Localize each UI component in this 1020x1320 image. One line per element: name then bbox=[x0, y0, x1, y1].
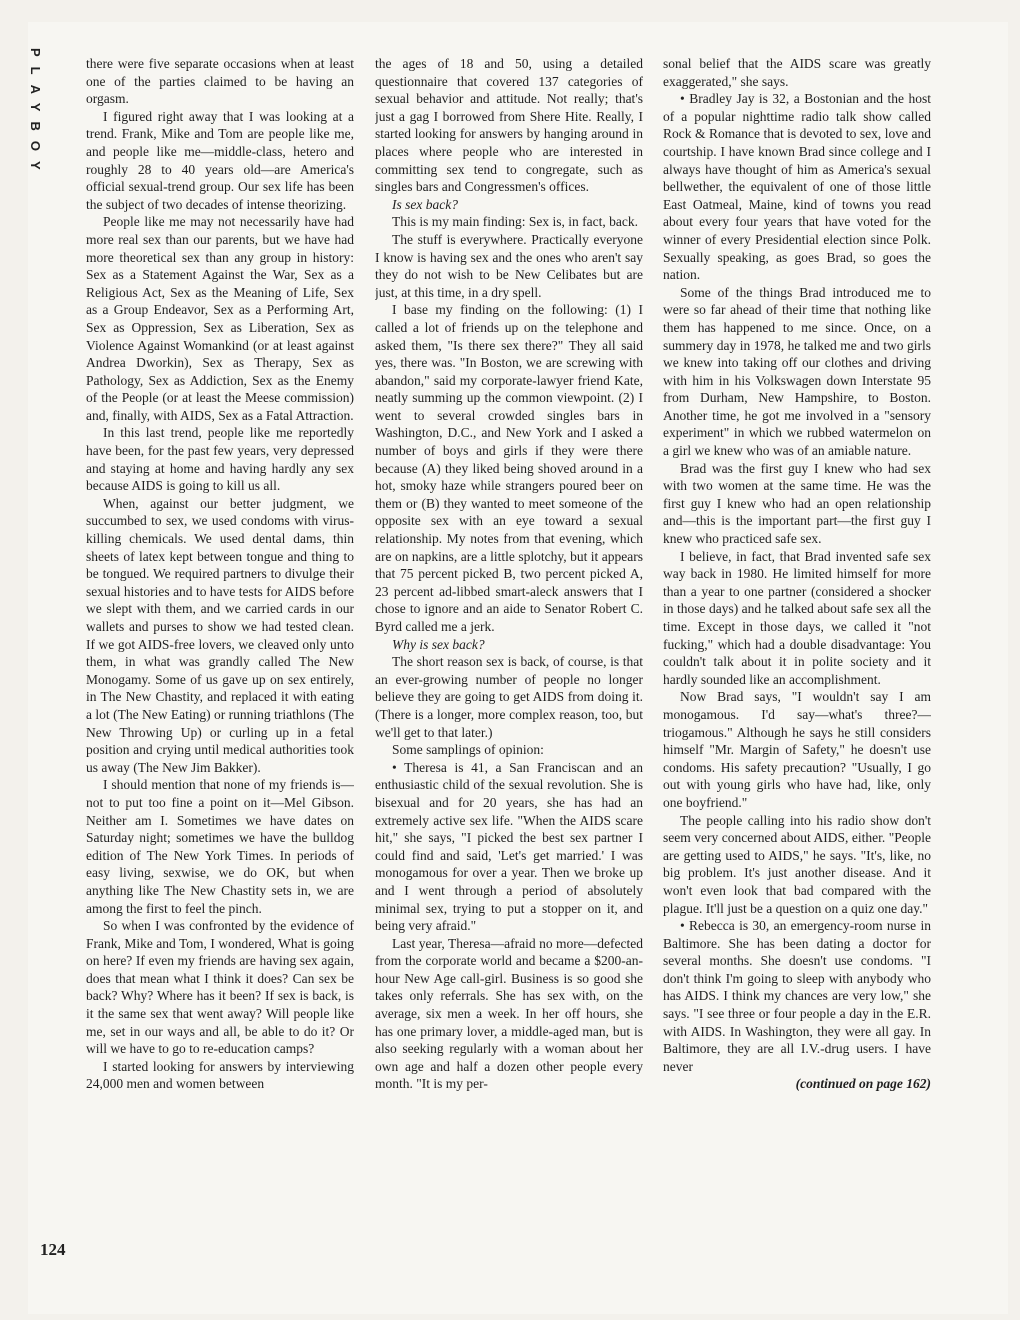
paragraph: People like me may not necessarily have had more real sex than our parents, but we have had more theoretical sex than any group in history: Sex as a Statement Against the War, Sex as a Religious Act, Sex as the Meaning of Life, Sex as a Group Endeavor, Sex as a Performing Art, Sex as Oppression, Sex as Liberation, Sex as Violence Against Womankind (or at least against Andrea Dworkin), Sex as Therapy, Sex as Pathology, Sex as Addiction, Sex as the Enemy of the People (or at least the Meese commission) and, finally, with AIDS, Sex as a Fatal Attraction. bbox=[86, 214, 354, 423]
paragraph: The stuff is everywhere. Practically everyone I know is having sex and the ones who aren't say they do not wish to be New Celibates but are just, at this time, in a dry spell. bbox=[375, 231, 643, 300]
paragraph: I base my finding on the following: (1) I called a lot of friends up on the telephone and asked them, "Is there sex there?" They all said yes, there was. "In Boston, we are screwing with abandon," said my corporate-lawyer friend Kate, neatly summing up the common viewpoint. (2) I went to several crowded singles bars in Washington, D.C., and New York and I asked a number of boys and girls if they were there because (A) they liked being shoved around in a hot, smoky haze while strangers poured beer on them or (B) they wanted to meet someone of the opposite sex with an eye toward a sexual relationship. My notes from that evening, which are on napkins, are a little splotchy, but it appears that 75 percent picked B, two percent picked A, 23 percent ad-libbed smart-aleck answers that I chose to ignore and an aide to Senator Robert C. Byrd called me a jerk. bbox=[375, 302, 643, 634]
paragraph: The short reason sex is back, of course, is that an ever-growing number of people no longer believe they are going to get AIDS from doing it. (There is a longer, more complex reason, too, but we'll get to that later.) bbox=[375, 654, 643, 740]
text-column-2 bbox=[375, 55, 643, 1260]
paragraph: Some of the things Brad introduced me to were so far ahead of their time that nothing like them has happened to me since. Once, on a summery day in 1978, he talked me and two girls we knew into taking off our clothes and driving with him in his Volkswagen down Interstate 95 from Durham, New Hampshire, to Boston. Another time, he got me involved in a "sensory experiment" in which we rubbed watermelon on a girl we knew who was of an amiable nature. bbox=[663, 284, 931, 459]
paragraph: In this last trend, people like me reportedly have been, for the past few years, very depressed and staying at home and having hardly any sex because AIDS is going to kill us all. bbox=[86, 425, 354, 494]
paragraph: This is my main finding: Sex is, in fact, back. bbox=[392, 214, 638, 230]
paragraph: Last year, Theresa—afraid no more—defected from the corporate world and became a $200-an-hour New Age call-girl. Business is so good she takes only referrals. She has sex with, on the average, six men a week. In her off hours, she has one primary lover, a middle-aged man, but is also seeking regularly with a woman about her own age and half a dozen other people every month. "It is my per- bbox=[375, 935, 643, 1092]
paragraph: the ages of 18 and 50, using a detailed questionnaire that covered 137 categories of sexual behavior and attitude. Not really; that's just a gag I borrowed from Shere Hite. Really, I started looking for answers by hanging around in places where people who are interested in committing sex tend to congregate, such as singles bars and Congressmen's offices. bbox=[375, 56, 643, 195]
text-column-1 bbox=[86, 55, 354, 1260]
paragraph: The people calling into his radio show don't seem very concerned about AIDS, either. "People are getting used to AIDS," he says. "It's, like, no big problem. It's just another disease. And it won't even look that bad compared with the plague. It'll just be a question on a quiz one day." bbox=[663, 812, 931, 916]
paragraph: • Theresa is 41, a San Franciscan and an enthusiastic child of the sexual revolution. She is bisexual and for 20 years, she has had an extremely active sex life. "When the AIDS scare hit," she says, "I picked the best sex partner I could find and said, 'Let's get married.' I was monogamous for over a year. Then we broke up and I went through a period of absolutely minimal sex, trying to put a stopper on it, and being very afraid." bbox=[375, 759, 643, 934]
paragraph: When, against our better judgment, we succumbed to sex, we used condoms with virus-killing chemicals. We used dental dams, thin sheets of latex kept between tongue and thing to be tongued. We required partners to divulge their sexual histories and to have tests for AIDS before we slept with them, and we carried cards in our wallets and purses to show we had tested clean. If we got AIDS-free lovers, we cleaved only unto them, in what was grandly called The New Monogamy. Some of us gave up on sex entirely, in The New Chastity, and replaced it with eating a lot (The New Eating) or running triathlons (The New Throwing Up) or curling up in a fetal position and crying until medical authorities took us away (The New Jim Bakker). bbox=[86, 495, 354, 775]
page-number: 124 bbox=[40, 1240, 66, 1259]
subheading: Why is sex back? bbox=[392, 636, 485, 652]
paragraph: I started looking for answers by interviewing 24,000 men and women between bbox=[86, 1058, 354, 1092]
paragraph: • Bradley Jay is 32, a Bostonian and the host of a popular nighttime radio talk show called Rock & Romance that is devoted to sex, love and courtship. I have known Brad since college and I always have thought of him as America's sexual bellwether, the equivalent of one of those little East Oatmeal, Maine, kind of towns you read about every four years that have voted for the winner of every Presidential election since Polk. Sexually speaking, as goes Brad, so goes the nation. bbox=[663, 91, 931, 283]
paragraph: there were five separate occasions when at least one of the parties claimed to be having an orgasm. bbox=[86, 56, 354, 107]
magazine-name-vertical: PLAYBOY bbox=[28, 48, 43, 180]
text-column-3 bbox=[663, 55, 931, 1260]
paragraph: I figured right away that I was looking at a trend. Frank, Mike and Tom are people like me, and people like me—middle-class, hetero and roughly 28 to 40 years old—are America's official sexual-trend group. Our sex life has been the subject of two decades of intense theorizing. bbox=[86, 108, 354, 212]
paragraph: Some samplings of opinion: bbox=[392, 742, 544, 758]
paragraph: • Rebecca is 30, an emergency-room nurse in Baltimore. She has been dating a doctor for several months. She doesn't use condoms. "I don't think I'm going to sleep with anybody who has AIDS. I think my chances are very low," she says. "I see three or four people a day in the E.R. with AIDS. In Washington, they were all gay. In Baltimore, they are all I.V.-drug users. I have never bbox=[663, 918, 931, 1074]
paragraph: I should mention that none of my friends is—not to put too fine a point on it—Mel Gibson. Neither am I. Sometimes we have dates on Saturday night; sometimes we have the bulldog edition of The New York Times. In periods of easy living, sexwise, we do OK, but when anything like The New Chastity sets in, we are among the first to feel the pinch. bbox=[86, 777, 354, 916]
paragraph: So when I was confronted by the evidence of Frank, Mike and Tom, I wondered, What is going on here? If even my friends are having sex again, does that mean what I think it does? Can sex be back? Why? Where has it been? If sex is back, is it the same sex that went away? Will people like me, set in our ways and all, be able to do it? Or will we have to go to re-education camps? bbox=[86, 918, 354, 1057]
paragraph: I believe, in fact, that Brad invented safe sex way back in 1980. He limited himself for more than a year to one partner (considered a shocker in those days) and he talked about safe sex all the time. Except in those days, we called it "not fucking," which had a double disadvantage: You couldn't talk about it in polite society and it hardly sounded like an accomplishment. bbox=[663, 548, 931, 687]
paragraph: Now Brad says, "I wouldn't say I am monogamous. I'd say—what's three?—triogamous." Although he says he still considers himself "Mr. Margin of Safety," he doesn't use condoms. His safety precaution? "Usually, I go out with young girls who have had, like, only one boyfriend." bbox=[663, 689, 931, 810]
paragraph: sonal belief that the AIDS scare was greatly exaggerated," she says. bbox=[663, 56, 931, 89]
paragraph: Brad was the first guy I knew who had sex with two women at the same time. He was the first guy I knew who had an open relationship and—this is the important part—the first guy I knew who practiced safe sex. bbox=[663, 460, 931, 547]
continued-note: (continued on page 162) bbox=[795, 1076, 931, 1092]
subheading: Is sex back? bbox=[392, 196, 458, 212]
